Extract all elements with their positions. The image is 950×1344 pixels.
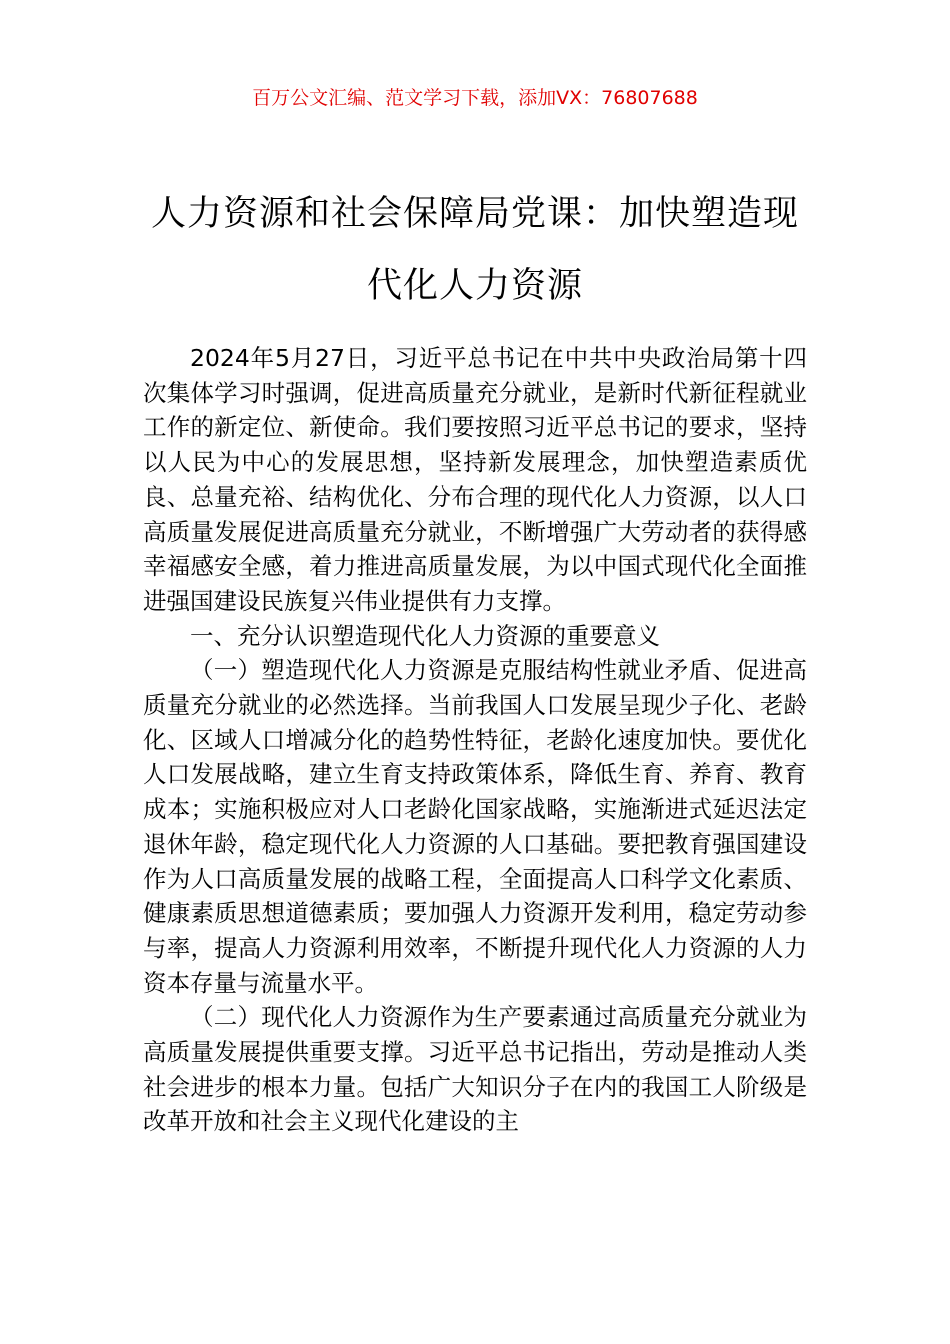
body-paragraph: （二）现代化人力资源作为生产要素通过高质量充分就业为高质量发展提供重要支撑。习近平总书记指出，劳动是推动人类社会进步的根本力量。包括广大知识分子在内的我国工人阶级是改革开放和社会主义现代化建设的主 — [143, 1003, 807, 1136]
intro-paragraph: 2024年5月27日，习近平总书记在中共中央政治局第十四次集体学习时强调，促进高质量充分就业，是新时代新征程就业工作的新定位、新使命。我们要按照习近平总书记的要求，坚持以人民为中心的发展思想，坚持新发展理念，加快塑造素质优良、总量充裕、结构优化、分布合理的现代化人力资源，以人口高质量发展促进高质量充分就业，不断增强广大劳动者的获得感幸福感安全感，着力推进高质量发展，为以中国式现代化全面推进强国建设民族复兴伟业提供有力支撑。 — [143, 344, 807, 615]
section-heading: 一、充分认识塑造现代化人力资源的重要意义 — [190, 621, 660, 650]
document-body — [143, 341, 807, 1139]
promo-banner: 百万公文汇编、范文学习下载，添加VX：76807688 — [252, 87, 698, 109]
body-paragraph: （一）塑造现代化人力资源是克服结构性就业矛盾、促进高质量充分就业的必然选择。当前我国人口发展呈现少子化、老龄化、区域人口增减分化的趋势性特征，老龄化速度加快。要优化人口发展战略，建立生育支持政策体系，降低生育、养育、教育成本；实施积极应对人口老龄化国家战略，实施渐进式延迟法定退休年龄，稳定现代化人力资源的人口基础。要把教育强国建设作为人口高质量发展的战略工程，全面提高人口科学文化素质、健康素质思想道德素质；要加强人力资源开发利用，稳定劳动参与率，提高人力资源利用效率，不断提升现代化人力资源的人力资本存量与流量水平。 — [143, 656, 807, 997]
document-title: 人力资源和社会保障局党课：加快塑造现代化人力资源 — [150, 194, 799, 306]
